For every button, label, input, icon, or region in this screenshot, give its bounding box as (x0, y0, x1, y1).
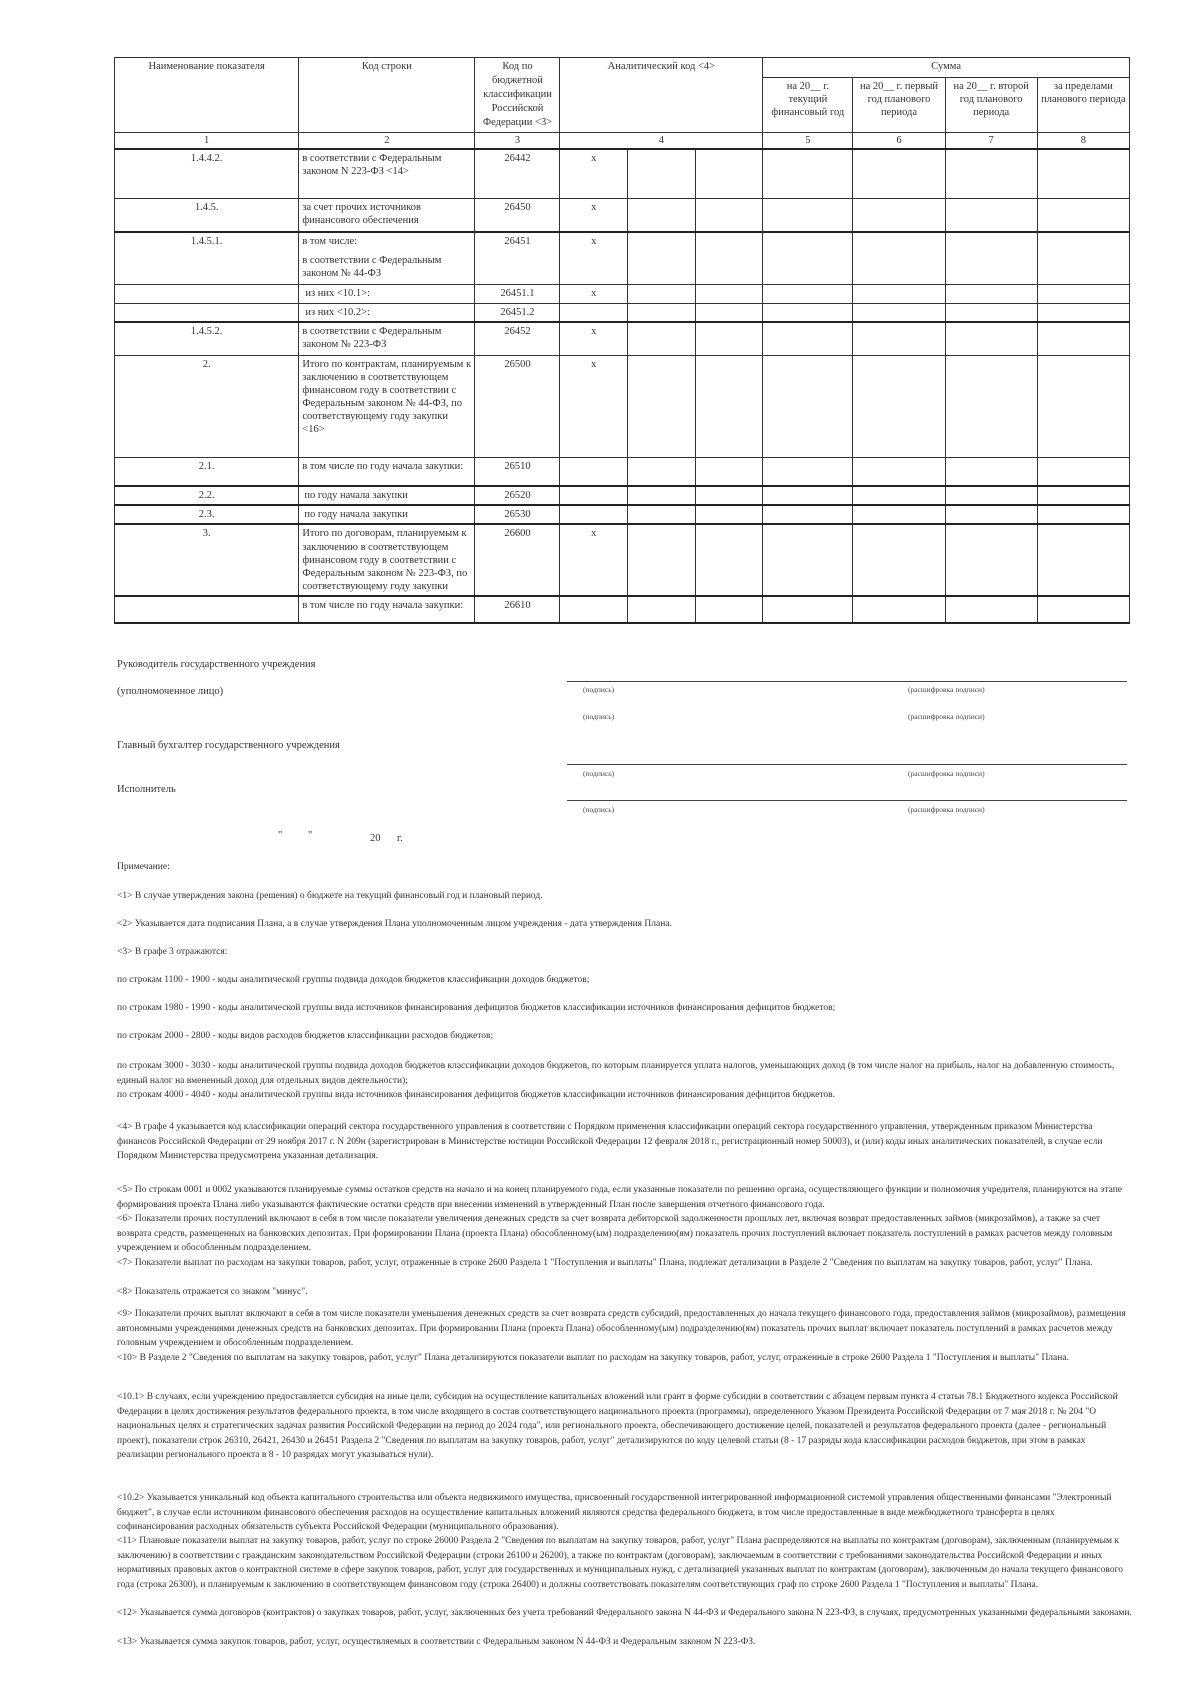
cell (695, 355, 763, 457)
cell (1037, 505, 1129, 524)
row-x: x (560, 284, 628, 303)
row-x (560, 596, 628, 623)
cell (628, 198, 696, 232)
table-row (115, 232, 1130, 284)
note-13: <13> Указывается сумма закупок товаров, работ, услуг, осуществляемых в соответствии с Федеральным законом N 44-ФЗ и Федеральным законом N 223-ФЗ. (117, 1637, 756, 1647)
row-x: x (560, 198, 628, 232)
cell (763, 486, 853, 505)
date-quote-close: " (308, 830, 313, 841)
row-x: x (560, 355, 628, 457)
plan-table (114, 57, 1130, 624)
cell (763, 284, 853, 303)
table-row (115, 322, 1130, 355)
table-row (115, 505, 1130, 524)
note-8: <8> Показатель отражается со знаком "минус". (117, 1287, 308, 1297)
sign-label: (подпись) (583, 805, 615, 814)
header-budget-code: Код по бюджетной классификации Российской Федерации <3> (475, 58, 560, 133)
note-10-1: <10.1> В случаях, если учреждению предоставляется субсидия на иные цели, субсидия на осуществление капитальных вложений или грант в форме субсидии в соответствии с абзацем первым пункта 4 статьи 78.1 Бюджетного кодекса Российской Федерации в целях достижения результатов федерального проекта, в том числе входящего в состав соответствующего национального проекта (программы), определенного Указом Президента Российской Федерации от 7 мая 2018 г. № 204 "О национальных целях и стратегических задачах развития Российской Федерации на период до 2024 года", или регионального проекта, обеспечивающего достижение целей, показателей и результатов федерального проекта (далее - региональный проект), показатели строк 26310, 26421, 26430 и 26451 Раздела 2 "Сведения по выплатам на закупку товаров, работ, услуг" детализируются по коду целевой статьи (8 - 17 разряды кода классификации расходов бюджетов, при этом в рамках реализации регионального проекта в 8 - 10 разрядах могут указываться нули). (117, 1392, 1118, 1460)
cell (628, 355, 696, 457)
cell (853, 322, 945, 355)
cell (1037, 303, 1129, 322)
header-name: Наименование показателя (115, 58, 299, 133)
row-number: 1.4.5. (115, 198, 299, 232)
table-row (115, 524, 1130, 596)
note-5: <5> По строкам 0001 и 0002 указываются планируемые суммы остатков средств на начало и на конец планируемого года, если указанные показатели по решению органа, осуществляющего функции и полномочия учредителя, планируются на этапе формирования проекта Плана либо указываются фактические остатки средств при внесении изменений в утвержденный План после завершения отчетного финансового года. (117, 1185, 1123, 1210)
decrypt-label: (расшифровка подписи) (908, 769, 985, 778)
cell (1037, 355, 1129, 457)
decrypt-label: (расшифровка подписи) (908, 685, 985, 694)
note-2: <2> Указывается дата подписания Плана, а в случае утверждения Плана уполномоченным лицом учреждения - дата утверждения Плана. (117, 919, 672, 929)
note-9: <9> Показатели прочих выплат включают в себя в том числе показатели уменьшения денежных средств за счет возврата средств субсидий, предоставленных до начала текущего финансового года, предоставления займов (микрозаймов), размещения автономными учреждениями денежных средств на банковских депозитах. При формировании Плана (проекта Плана) обособленному(ым) подразделению(ям) показатель прочих выплат включает показатель поступлений в рамках расчетов между головным учреждением и обособленным подразделением. (117, 1309, 1126, 1348)
cell (853, 284, 945, 303)
cell (853, 198, 945, 232)
cell (763, 457, 853, 486)
cell (763, 198, 853, 232)
cell (853, 355, 945, 457)
row-text: по году начала закупки (299, 486, 475, 505)
cell (945, 505, 1037, 524)
cell (763, 149, 853, 198)
cell (1037, 596, 1129, 623)
sign-label: (подпись) (583, 769, 615, 778)
row-code: 26442 (475, 149, 560, 198)
cell (1037, 198, 1129, 232)
row-text (299, 232, 475, 284)
col-number: 4 (560, 133, 763, 150)
cell (945, 486, 1037, 505)
row-number (115, 303, 299, 322)
cell (695, 596, 763, 623)
cell (945, 457, 1037, 486)
row-number: 2.1. (115, 457, 299, 486)
row-text: из них <10.1>: (299, 284, 475, 303)
row-text: по году начала закупки (299, 505, 475, 524)
cell (853, 596, 945, 623)
note-3c: по строкам 2000 - 2800 - коды видов расходов бюджетов классификации расходов бюджетов; (117, 1031, 494, 1041)
cell (1037, 149, 1129, 198)
cell (695, 232, 763, 284)
row-text-line: в том числе: (302, 236, 358, 248)
row-code: 26520 (475, 486, 560, 505)
note-10: <10> В Разделе 2 "Сведения по выплатам на закупку товаров, работ, услуг" Плана детализируются показатели выплат по расходам на закупку товаров, работ, услуг, отраженные в строке 2600 Раздела 1 "Поступления и выплаты" Плана. (117, 1353, 1069, 1363)
note-3: <3> В графе 3 отражаются: (117, 947, 228, 957)
cell (945, 284, 1037, 303)
row-text: в том числе по году начала закупки: (299, 596, 475, 623)
col-number: 8 (1037, 133, 1129, 150)
cell (695, 198, 763, 232)
cell (628, 524, 696, 596)
row-code: 26452 (475, 322, 560, 355)
note-6: <6> Показатели прочих поступлений включают в себя в том числе показатели увеличения денежных средств за счет возврата дебиторской задолженности прошлых лет, включая возврат предоставленных займов (микрозаймов), а также за счет возврата средств, размещенных на банковских депозитах. При формировании Плана (проекта Плана) обособленному(ым) подразделению(ям) показатель прочих поступлений включает показатель поступлений в рамках расчетов между головным учреждением и обособленным подразделением. (117, 1214, 1113, 1253)
cell (628, 149, 696, 198)
cell (628, 232, 696, 284)
header-analytic-code: Аналитический код <4> (560, 58, 763, 133)
signature-line (567, 800, 1127, 801)
authorized-person: (уполномоченное лицо) (117, 686, 224, 697)
row-x (560, 505, 628, 524)
header-sum-first: на 20__ г. первый год планового периода (853, 78, 945, 133)
row-number: 2.2. (115, 486, 299, 505)
note-3e: по строкам 4000 - 4040 - коды аналитической группы вида источников финансирования дефицитов бюджетов классификации источников финансирования дефицитов бюджетов. (117, 1090, 836, 1100)
col-number: 1 (115, 133, 299, 150)
cell (853, 486, 945, 505)
cell (695, 303, 763, 322)
row-code: 26610 (475, 596, 560, 623)
head-title: Руководитель государственного учреждения (117, 659, 316, 670)
col-number: 3 (475, 133, 560, 150)
header-sum: Сумма (763, 58, 1130, 78)
col-number: 7 (945, 133, 1037, 150)
cell (853, 524, 945, 596)
row-text: в том числе по году начала закупки: (299, 457, 475, 486)
cell (945, 355, 1037, 457)
cell (628, 505, 696, 524)
date-quote-open: " (278, 830, 283, 841)
cell (1037, 232, 1129, 284)
sign-label: (подпись) (583, 712, 615, 721)
row-x: x (560, 232, 628, 284)
row-number: 2. (115, 355, 299, 457)
decrypt-label: (расшифровка подписи) (908, 805, 985, 814)
cell (763, 355, 853, 457)
cell (628, 303, 696, 322)
cell (763, 505, 853, 524)
cell (1037, 486, 1129, 505)
table-row (115, 596, 1130, 623)
cell (945, 198, 1037, 232)
date-year: 20 (370, 833, 381, 844)
row-text-line: в соответствии с Федеральным законом № 44-ФЗ (302, 255, 442, 280)
cell (628, 284, 696, 303)
cell (763, 322, 853, 355)
note-12: <12> Указывается сумма договоров (контрактов) о закупках товаров, работ, услуг, заключенных без учета требований Федерального закона N 44-ФЗ и Федерального закона N 223-ФЗ, в случаях, предусмотренных указанными федеральными законами. (117, 1608, 1132, 1618)
cell (763, 524, 853, 596)
cell (763, 232, 853, 284)
row-text: в соответствии с Федеральным законом № 223-ФЗ (299, 322, 475, 355)
table-row (115, 303, 1130, 322)
executor-title: Исполнитель (117, 784, 176, 795)
row-code: 26510 (475, 457, 560, 486)
header-sum-second: на 20__ г. второй год планового периода (945, 78, 1037, 133)
table-row (115, 198, 1130, 232)
table-row (115, 457, 1130, 486)
cell (1037, 322, 1129, 355)
row-x: x (560, 149, 628, 198)
table-row (115, 284, 1130, 303)
cell (853, 149, 945, 198)
accountant-title: Главный бухгалтер государственного учреждения (117, 740, 340, 751)
cell (945, 524, 1037, 596)
row-code: 26451 (475, 232, 560, 284)
table-row (115, 486, 1130, 505)
col-number: 2 (299, 133, 475, 150)
signature-line (567, 681, 1127, 682)
cell (628, 486, 696, 505)
cell (695, 505, 763, 524)
row-text: в соответствии с Федеральным законом N 223-ФЗ <14> (299, 149, 475, 198)
row-text: за счет прочих источников финансового обеспечения (299, 198, 475, 232)
col-number: 5 (763, 133, 853, 150)
row-number (115, 284, 299, 303)
cell (945, 303, 1037, 322)
note-1: <1> В случае утверждения закона (решения) о бюджете на текущий финансовый год и плановый период. (117, 891, 543, 901)
cell (853, 303, 945, 322)
cell (853, 505, 945, 524)
cell (1037, 524, 1129, 596)
note-4: <4> В графе 4 указывается код классификации операций сектора государственного управления в соответствии с Порядком применения классификации операций сектора государственного управления, утвержденным приказом Министерства финансов Российской Федерации от 29 ноября 2017 г. N 209н (зарегистрирован в Министерстве юстиции Российской Федерации 12 февраля 2018 г., регистрационный номер 50003), и (или) коды иных аналитических показателей, в случае если Порядком Министерства предусмотрена указанная детализация. (117, 1122, 1103, 1161)
cell (853, 232, 945, 284)
col-number: 6 (853, 133, 945, 150)
row-number: 1.4.4.2. (115, 149, 299, 198)
row-text: Итого по контрактам, планируемым к заключению в соответствующем финансовом году в соответствии с Федеральным законом № 44-ФЗ, по соответствующему году закупки <16> (299, 355, 475, 457)
row-text: из них <10.2>: (299, 303, 475, 322)
row-number (115, 596, 299, 623)
row-x (560, 457, 628, 486)
signature-line (567, 764, 1127, 765)
row-code: 26451.2 (475, 303, 560, 322)
cell (695, 486, 763, 505)
sign-label: (подпись) (583, 685, 615, 694)
row-x (560, 303, 628, 322)
row-number: 2.3. (115, 505, 299, 524)
header-line-code: Код строки (299, 58, 475, 133)
note-3d: по строкам 3000 - 3030 - коды аналитической группы подвида доходов бюджетов классификации доходов бюджетов, по которым планируется уплата налогов, уменьшающих доход (в том числе налог на прибыль, налог на добавленную стоимость, единый налог на вмененный доход для отдельных видов деятельности); (117, 1061, 1115, 1086)
row-code: 26530 (475, 505, 560, 524)
note-10-2: <10.2> Указывается уникальный код объекта капитального строительства или объекта недвижимого имущества, присвоенный государственной интегрированной информационной системой управления общественными финансами "Электронный бюджет", в случае если источником финансового обеспечения расходов на осуществление капитальных вложений являются средства федерального бюджета, в том числе предоставленные в виде межбюджетного трансферта в целях софинансирования расходных обязательств субъекта Российской Федерации (муниципального образования). (117, 1493, 1112, 1532)
row-number: 3. (115, 524, 299, 596)
cell (695, 149, 763, 198)
cell (763, 596, 853, 623)
cell (763, 303, 853, 322)
cell (945, 322, 1037, 355)
date-suffix: г. (397, 833, 403, 844)
cell (695, 457, 763, 486)
cell (945, 596, 1037, 623)
note-3a: по строкам 1100 - 1900 - коды аналитической группы подвида доходов бюджетов классификации доходов бюджетов; (117, 975, 590, 985)
table-row (115, 355, 1130, 457)
table-row (115, 149, 1130, 198)
note-7: <7> Показатели выплат по расходам на закупки товаров, работ, услуг, отраженные в строке 2600 Раздела 1 "Поступления и выплаты" Плана, подлежат детализации в Разделе 2 "Сведения по выплатам на закупку товаров, работ, услуг" Плана. (117, 1258, 1093, 1268)
cell (628, 596, 696, 623)
row-x: x (560, 322, 628, 355)
header-sum-current: на 20__ г. текущий финансовый год (763, 78, 853, 133)
row-text: Итого по договорам, планируемым к заключению в соответствующем финансовом году в соответствии с Федеральным законом № 223-ФЗ, по соответствующему году закупки (299, 524, 475, 596)
cell (695, 322, 763, 355)
cell (695, 284, 763, 303)
row-number: 1.4.5.1. (115, 232, 299, 284)
row-x (560, 486, 628, 505)
row-number: 1.4.5.2. (115, 322, 299, 355)
row-code: 26450 (475, 198, 560, 232)
notes-title: Примечание: (117, 862, 170, 872)
row-code: 26451.1 (475, 284, 560, 303)
decrypt-label: (расшифровка подписи) (908, 712, 985, 721)
cell (1037, 284, 1129, 303)
row-code: 26500 (475, 355, 560, 457)
row-code: 26600 (475, 524, 560, 596)
cell (853, 457, 945, 486)
row-x: x (560, 524, 628, 596)
cell (945, 232, 1037, 284)
note-3b: по строкам 1980 - 1990 - коды аналитической группы вида источников финансирования дефицитов бюджетов классификации источников финансирования дефицитов бюджетов; (117, 1003, 836, 1013)
cell (945, 149, 1037, 198)
note-11: <11> Плановые показатели выплат на закупку товаров, работ, услуг по строке 26000 Раздела 2 "Сведения по выплатам на закупку товаров, работ, услуг" Плана распределяются на выплаты по контрактам (договорам), заключенным (планируемым к заключению) в соответствии с гражданским законодательством Российской Федерации (строки 26100 и 26200), а также по контрактам (договорам), заключаемым в соответствии с требованиями законодательства Российской Федерации и иных нормативных правовых актов о контрактной системе в сфере закупок товаров, работ, услуг для государственных и муниципальных нужд, с детализацией указанных выплат по контрактам (договорам), заключенным до начала текущего финансового года (строка 26300), и планируемым к заключению в соответствующем финансовом году (строка 26400) и должны соответствовать показателям соответствующих граф по строке 2600 Раздела 1 "Поступления и выплаты" Плана. (117, 1536, 1123, 1590)
cell (1037, 457, 1129, 486)
cell (695, 524, 763, 596)
cell (628, 457, 696, 486)
header-sum-beyond: за пределами планового периода (1037, 78, 1129, 133)
cell (628, 322, 696, 355)
